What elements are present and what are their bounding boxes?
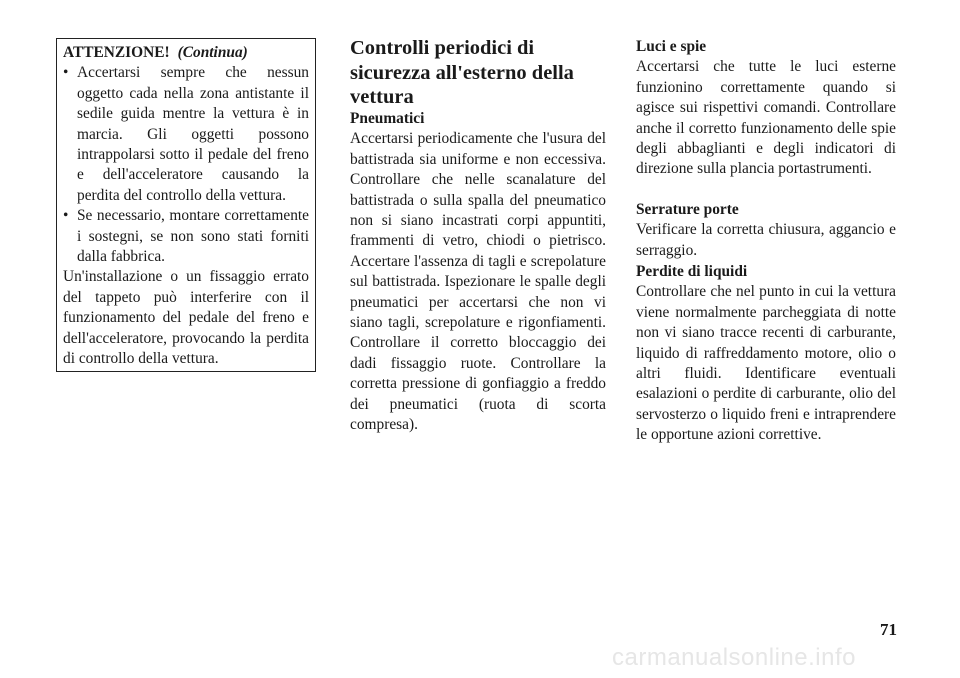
tires-heading: Pneumatici: [350, 110, 425, 127]
warning-bullet: [63, 63, 309, 206]
lights-text: Accertarsi che tutte le luci esterne funzionino correttamente quando si agisce sui rispettivi comandi. Controllare anche il corretto funzionamento delle spie degli abbaglianti e degli indicatori di direzione sulla plancia portastrumenti.: [636, 58, 896, 178]
bullet-dot-icon: •: [63, 64, 69, 82]
section-title: Controlli periodici di sicurezza all'esterno della vettura: [350, 37, 574, 108]
leaks-heading: Perdite di liquidi: [636, 263, 748, 280]
warning-continued: (Continua): [177, 44, 248, 61]
locks-heading: Serrature porte: [636, 201, 739, 218]
tires-section: [350, 109, 606, 436]
warning-heading: [63, 43, 309, 63]
warning-bullet: [63, 206, 309, 267]
warning-box: [56, 38, 316, 372]
bullet-dot-icon: •: [63, 207, 69, 225]
locks-text: Verificare la corretta chiusura, aggancio e serraggio.: [636, 221, 896, 259]
warning-bullet-text: Se necessario, montare correttamente i sostegni, se non sono stati forniti dalla fabbrica.: [77, 207, 309, 266]
leaks-section: [636, 262, 896, 446]
warning-bullet-text: Accertarsi sempre che nessun oggetto cada nella zona antistante il sedile guida mentre la vettura è in marcia. Gli oggetti possono intrappolarsi sotto il pedale del freno e dell'acceleratore causando la perdita del controllo della vettura.: [77, 64, 309, 204]
lights-section: [636, 37, 896, 180]
warning-paragraph: Un'installazione o un fissaggio errato del tappeto può interferire con il funzionamento del pedale del freno e dell'acceleratore, provocando la perdita di controllo della vettura.: [63, 268, 309, 368]
lights-heading: Luci e spie: [636, 38, 707, 55]
watermark: carmanualsonline.info: [612, 644, 856, 671]
warning-title: ATTENZIONE!: [63, 44, 170, 61]
page-number: 71: [880, 620, 897, 639]
leaks-text: Controllare che nel punto in cui la vettura viene normalmente parcheggiata di notte non vi siano tracce recenti di carburante, liquido di raffreddamento motore, olio o altri fluidi. Identificare eventuali esalazioni o perdite di carburante, olio del servosterzo o liquido freni e intraprendere le opportune azioni correttive.: [636, 283, 896, 444]
locks-section: [636, 200, 896, 261]
tires-text: Accertarsi periodicamente che l'usura del battistrada sia uniforme e non eccessiva. Controllare che nelle scanalature del battistrada o sulla spalla del pneumatico non si siano incastrati corpi appuntiti, frammenti di vetro, chiodi o pietrisco. Accertare l'assenza di tagli e screpolature sul battistrada. Ispezionare le spalle degli pneumatici per accertarsi che non vi siano tagli, screpolature e rigonfiamenti. Controllare il corretto bloccaggio dei dadi fissaggio ruote. Controllare la corretta pressione di gonfiaggio a freddo dei pneumatici (ruota di scorta compresa).: [350, 130, 606, 434]
